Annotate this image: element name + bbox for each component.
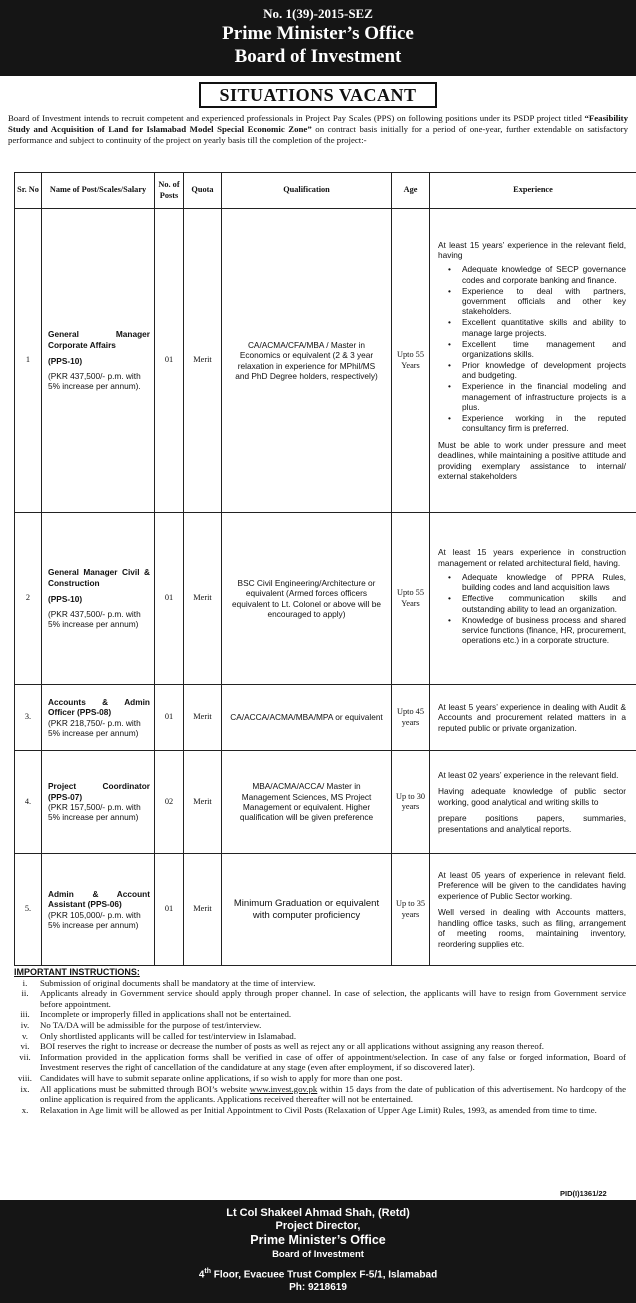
post-name: Accounts & Admin Officer (PPS-08) xyxy=(48,696,150,718)
sr-number: 3. xyxy=(15,685,42,751)
address-floor-suffix: th xyxy=(204,1268,211,1275)
instruction-item xyxy=(14,978,626,989)
footer-board: Board of Investment xyxy=(272,1249,364,1260)
instruction-number: i. xyxy=(22,977,28,988)
list-item: • Knowledge of business process and shared service functions (finance, HR, procurement, operations etc.) in a corporate structure. xyxy=(462,615,626,646)
list-item: • Excellent time management and organizations skills. xyxy=(462,339,626,360)
post-cell xyxy=(42,751,155,854)
experience-paragraph: At least 05 years of experience in relevant field. Preference will be given to the candidates having experience of Public Sector working. xyxy=(438,870,626,901)
instruction-text: No TA/DA will be admissible for the purpose of test/interview. xyxy=(40,1019,262,1030)
instruction-text: All applications must be submitted through BOI’s website xyxy=(40,1083,250,1094)
qualification: CA/ACMA/CFA/MBA / Master in Economics or equivalent (2 & 3 year relaxation in experience for MPhil/MS and PhD Degree holders, respectively) xyxy=(222,209,392,513)
experience-cell: At least 5 years’ experience in dealing with Audit & Accounts and procurement related matters in a reputed public or private organization. xyxy=(430,685,636,751)
instruction-text: Applicants already in Government service should apply through proper channel. In case of selection, the applicants will have to resign from Government service before appointment. xyxy=(40,988,626,1009)
post-salary: (PKR 218,750/- p.m. with 5% increase per annum) xyxy=(48,717,141,738)
instruction-item xyxy=(14,988,626,1009)
sr-number: 1 xyxy=(15,209,42,513)
col-header-age: Age xyxy=(392,173,430,209)
quota: Merit xyxy=(184,854,222,966)
post-cell xyxy=(42,209,155,513)
experience-cell xyxy=(430,751,636,854)
experience-cell xyxy=(430,513,636,685)
instruction-text: Candidates will have to submit separate online applications, if so wish to apply for more than one post. xyxy=(40,1072,403,1083)
instruction-number: vi. xyxy=(20,1041,30,1052)
pid-number: PID(I)1361/22 xyxy=(560,1189,607,1198)
list-item: • Experience in the financial modeling and management of infrastructure projects is a plus. xyxy=(462,381,626,412)
experience-cell xyxy=(430,209,636,513)
post-count: 01 xyxy=(155,854,184,966)
office-name: Prime Minister’s Office xyxy=(222,23,414,44)
list-item: • Adequate knowledge of SECP governance codes and corporate banking and finance. xyxy=(462,264,626,285)
footer-office: Prime Minister’s Office xyxy=(250,1233,386,1247)
quota: Merit xyxy=(184,685,222,751)
instruction-item xyxy=(14,1052,626,1073)
post-name: Project Coordinator (PPS-07) xyxy=(48,781,150,802)
experience-list xyxy=(462,572,626,646)
age-limit: Up to 30 years xyxy=(392,751,430,854)
board-name: Board of Investment xyxy=(234,46,402,67)
instruction-number: x. xyxy=(21,1104,29,1115)
post-count: 01 xyxy=(155,209,184,513)
post-count: 02 xyxy=(155,751,184,854)
list-item: • Prior knowledge of development projects and budgeting. xyxy=(462,360,626,381)
qualification: MBA/ACMA/ACCA/ Master in Management Sciences, MS Project Management or equivalent. Higher qualification will be given preference xyxy=(222,751,392,854)
experience-paragraph: At least 02 years’ experience in the relevant field. xyxy=(438,769,619,780)
intro-text-end: on contract basis initially for a period of one-year, further extendable on satisfactory performance and subject to continuity of the project on yearly basis till the completion of the project:- xyxy=(8,124,628,146)
sr-number: 4. xyxy=(15,751,42,854)
table-row xyxy=(15,209,636,513)
qualification: Minimum Graduation or equivalent with computer proficiency xyxy=(222,854,392,966)
instruction-text: BOI reserves the right to increase or decrease the number of posts as well as reject any or all applications without assigning any reason thereof. xyxy=(40,1041,544,1052)
instruction-text: Only shortlisted applicants will be called for test/interview in Islamabad. xyxy=(40,1030,297,1041)
col-header-experience: Experience xyxy=(430,173,636,209)
post-salary: (PKR 437,500/- p.m. with 5% increase per annum) xyxy=(48,608,141,630)
page-title: SITUATIONS VACANT xyxy=(199,82,436,108)
table-row xyxy=(15,685,636,751)
post-cell xyxy=(42,513,155,685)
quota: Merit xyxy=(184,751,222,854)
post-count: 01 xyxy=(155,685,184,751)
list-item: • Adequate knowledge of PPRA Rules, building codes and land acquisition laws xyxy=(462,572,626,593)
post-name: General Manager Civil & Construction xyxy=(48,567,150,588)
title-wrapper xyxy=(0,82,636,108)
instructions-heading: IMPORTANT INSTRUCTIONS: xyxy=(14,967,140,977)
col-header-sr: Sr. No xyxy=(15,173,42,209)
age-limit: Up to 35 years xyxy=(392,854,430,966)
signatory-designation: Project Director, xyxy=(275,1220,361,1232)
header-banner xyxy=(0,0,636,76)
post-scale: (PPS-10) xyxy=(48,594,83,605)
col-header-quota: Quota xyxy=(184,173,222,209)
list-item: • Excellent quantitative skills and ability to manage large projects. xyxy=(462,317,626,338)
experience-intro: At least 15 years experience in construction management or related architectural field, having. xyxy=(438,547,626,568)
post-salary: (PKR 437,500/- p.m. with 5% increase per annum). xyxy=(48,370,141,392)
important-instructions xyxy=(14,967,626,1115)
instruction-text: Incomplete or improperly filled in applications shall not be entertained. xyxy=(40,1009,292,1020)
experience-paragraph: Well versed in dealing with Accounts matters, handling office tasks, such as filing, arrangement of meeting rooms, maintaining inventory, reordering supplies etc. xyxy=(438,907,626,949)
quota: Merit xyxy=(184,209,222,513)
list-item: • Experience to deal with partners, government officials and other key stakeholders. xyxy=(462,286,626,317)
age-limit: Upto 45 years xyxy=(392,685,430,751)
instruction-item xyxy=(14,1020,626,1031)
experience-paragraph: Having adequate knowledge of public sector working, good analytical and writing skills to xyxy=(438,786,626,807)
project-title: “Feasibility Study and Acquisition of Land for Islamabad Model Special Economic Zone” xyxy=(8,113,628,135)
instruction-item xyxy=(14,1031,626,1042)
experience-cell xyxy=(430,854,636,966)
post-name: Admin & Account Assistant (PPS-06) xyxy=(48,888,150,910)
quota: Merit xyxy=(184,513,222,685)
instruction-item xyxy=(14,1041,626,1052)
list-item: • Effective communication skills and outstanding ability to lead an organization. xyxy=(462,593,626,614)
sr-number: 2 xyxy=(15,513,42,685)
instruction-number: v. xyxy=(21,1030,29,1041)
experience-paragraph: prepare positions papers, summaries, presentations and analytical reports. xyxy=(438,813,626,834)
table-header-row xyxy=(15,173,636,209)
instruction-text: Submission of original documents shall be mandatory at the time of interview. xyxy=(40,977,316,988)
age-limit: Upto 55 Years xyxy=(392,513,430,685)
footer-banner xyxy=(0,1200,636,1303)
qualification: BSC Civil Engineering/Architecture or equivalent (Armed forces officers equivalent to Lt. Colonel or above will be encouraged to apply) xyxy=(222,513,392,685)
col-header-name: Name of Post/Scales/Salary xyxy=(42,173,155,209)
instruction-number: vii. xyxy=(19,1051,31,1062)
post-cell xyxy=(42,854,155,966)
post-count: 01 xyxy=(155,513,184,685)
signatory-name: Lt Col Shakeel Ahmad Shah, (Retd) xyxy=(226,1207,410,1219)
post-salary: (PKR 157,500/- p.m. with 5% increase per annum) xyxy=(48,802,141,823)
instruction-text: Information provided in the application forms shall be verified in case of offer of appointment/selection. In case of any false or forged information, Board of Investment reserves the right of cancellation of the candidature at any stage (even after employment, if so discovered later). xyxy=(40,1051,626,1073)
experience-intro: At least 15 years’ experience in the relevant field, having xyxy=(438,239,626,260)
post-name: General Manager Corporate Affairs xyxy=(48,329,150,350)
qualification: CA/ACCA/ACMA/MBA/MPA or equivalent xyxy=(222,685,392,751)
instruction-number: iv. xyxy=(20,1019,30,1030)
col-header-posts: No. of Posts xyxy=(155,173,184,209)
instruction-number: ii. xyxy=(21,988,29,999)
table-row xyxy=(15,751,636,854)
instruction-item xyxy=(14,1084,626,1105)
positions-table xyxy=(14,172,636,966)
footer-address xyxy=(0,1265,636,1281)
instruction-number: ix. xyxy=(20,1083,30,1094)
experience-list xyxy=(462,264,626,434)
instruction-number: iii. xyxy=(20,1009,30,1020)
table-row xyxy=(15,854,636,966)
post-salary: (PKR 105,000/- p.m. with 5% increase per annum) xyxy=(48,909,141,930)
list-item: • Experience working in the reputed consultancy firm is preferred. xyxy=(462,413,626,434)
instruction-text: within 15 days from the date of publication of this advertisement. No hardcopy of the online application is required from the applicants. Applications received thereafter will not be entertained. xyxy=(40,1083,626,1105)
footer-phone: Ph: 9218619 xyxy=(289,1282,347,1294)
intro-text-start: Board of Investment intends to recruit competent and experienced professionals in Project Pay Scales (PPS) on following positions under its PSDP project titled xyxy=(8,113,585,123)
address-rest: Floor, Evacuee Trust Complex F-5/1, Islamabad xyxy=(210,1269,438,1281)
address-floor: 4 xyxy=(198,1269,205,1281)
age-limit: Upto 55 Years xyxy=(392,209,430,513)
post-scale: (PPS-10) xyxy=(48,356,83,367)
instruction-item xyxy=(14,1105,626,1116)
instruction-text: Relaxation in Age limit will be allowed as per Initial Appointment to Civil Posts (Relaxation of Upper Age Limit) Rules, 1993, as amended from time to time. xyxy=(40,1104,597,1115)
intro-paragraph xyxy=(8,113,628,147)
col-header-qualification: Qualification xyxy=(222,173,392,209)
instruction-item xyxy=(14,1073,626,1084)
reference-number: No. 1(39)-2015-SEZ xyxy=(263,6,373,21)
instruction-item xyxy=(14,1009,626,1020)
post-cell xyxy=(42,685,155,751)
website-link[interactable]: www.invest.gov.pk xyxy=(249,1083,318,1094)
instruction-number: viii. xyxy=(18,1072,32,1083)
table-row xyxy=(15,513,636,685)
experience-outro: Must be able to work under pressure and meet deadlines, while maintaining a positive attitude and providing exemplary assistance to internal/ external stakeholders xyxy=(438,439,626,482)
sr-number: 5. xyxy=(15,854,42,966)
